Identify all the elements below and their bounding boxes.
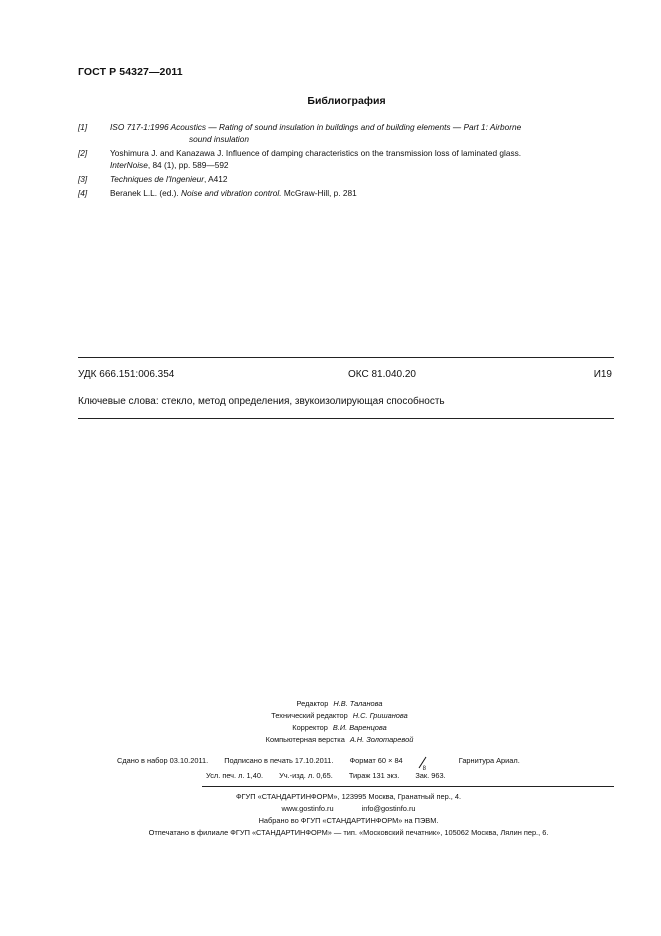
ref-details: McGraw-Hill, p. 281	[281, 188, 357, 198]
bibliography-ref	[78, 188, 618, 200]
publisher-info	[0, 791, 661, 839]
ref-text-continuation: sound insulation	[189, 133, 249, 144]
keywords: Ключевые слова: стекло, метод определения, звукоизолирующая способность	[78, 396, 445, 407]
credit-role: Технический редактор	[271, 711, 348, 720]
typeface: Гарнитура Ариал.	[458, 756, 520, 765]
credit-line	[18, 722, 661, 734]
bibliography-ref	[78, 174, 618, 186]
credit-role: Редактор	[296, 699, 329, 708]
divider	[78, 357, 614, 358]
format-denominator: 8	[422, 766, 427, 772]
copies: Тираж 131 экз.	[348, 771, 400, 780]
oks-code: ОКС 81.040.20	[348, 369, 416, 380]
print-info-line	[117, 756, 534, 772]
credit-line	[18, 698, 661, 710]
standard-number: ГОСТ Р 54327—2011	[78, 66, 183, 78]
order-number: Зак. 963.	[415, 771, 446, 780]
credits	[0, 698, 661, 746]
bibliography-ref	[78, 148, 618, 171]
credit-name: В.И. Варенцова	[332, 723, 387, 732]
pub-sheets: Уч.-изд. л. 0,65.	[279, 771, 333, 780]
bibliography-ref	[78, 122, 618, 145]
ref-number: [1]	[78, 122, 88, 132]
set-date: Сдано в набор 03.10.2011.	[117, 756, 209, 765]
bibliography-title: Библиография	[307, 95, 386, 107]
udk-code: УДК 666.151:006.354	[78, 369, 175, 380]
printed-note: Отпечатано в филиале ФГУП «СТАНДАРТИНФОРМ» — тип. «Московский печатник», 105062 Москва, Лялин пер., 6.	[148, 828, 549, 837]
divider	[78, 418, 614, 419]
website-link[interactable]: www.gostinfo.ru	[281, 804, 334, 813]
ref-number: [4]	[78, 188, 88, 198]
ref-text: Techniques de l'Ingenieur	[110, 174, 204, 184]
typeset-note: Набрано во ФГУП «СТАНДАРТИНФОРМ» на ПЭВМ.	[258, 816, 439, 825]
credit-name: Н.В. Таланова	[333, 699, 383, 708]
divider	[202, 786, 614, 787]
signed-date: Подписано в печать 17.10.2011.	[224, 756, 334, 765]
print-info-line	[206, 771, 460, 780]
ref-journal: InterNoise	[110, 159, 148, 170]
credit-line	[18, 710, 661, 722]
credit-line	[18, 734, 661, 746]
credit-role: Компьютерная верстка	[265, 735, 345, 744]
credit-role: Корректор	[292, 723, 328, 732]
publisher-address: ФГУП «СТАНДАРТИНФОРМ», 123995 Москва, Гранатный пер., 4.	[235, 792, 462, 801]
format-prefix: Формат 60 × 84	[349, 756, 403, 765]
credit-name: Н.С. Гришанова	[352, 711, 408, 720]
publisher-contacts	[36, 803, 661, 815]
email-link[interactable]: info@gostinfo.ru	[361, 804, 416, 813]
category-code: И19	[593, 369, 612, 380]
ref-author: Beranek L.L. (ed.).	[110, 188, 182, 198]
ref-text: ISO 717-1:1996 Acoustics — Rating of sound insulation in buildings and of building elements — Part 1: Airborne	[110, 122, 522, 132]
format	[349, 756, 443, 772]
ref-number: [3]	[78, 174, 88, 184]
ref-details: , 84 (1), pp. 589—592	[147, 159, 229, 170]
ref-details: , A412	[204, 174, 228, 184]
ref-text: Yoshimura J. and Kanazawa J. Influence of damping characteristics on the transmission loss of laminated glass.	[110, 148, 522, 158]
print-sheets: Усл. печ. л. 1,40.	[206, 771, 263, 780]
ref-text: Noise and vibration control.	[181, 188, 282, 198]
credit-name: А.Н. Золотаревой	[349, 735, 414, 744]
ref-number: [2]	[78, 148, 88, 158]
